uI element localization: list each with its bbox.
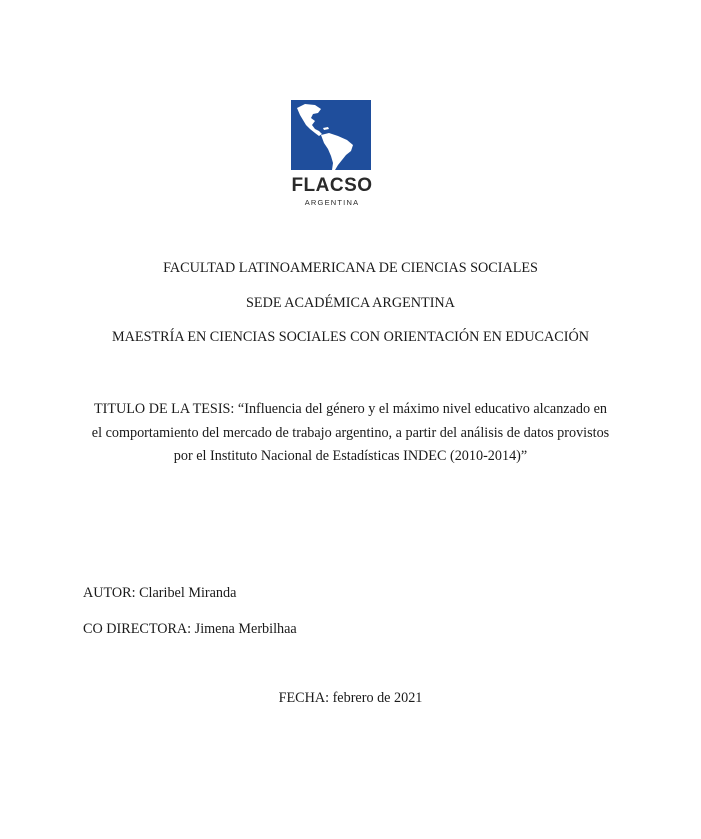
program-heading: MAESTRÍA EN CIENCIAS SOCIALES CON ORIENTACIÓN EN EDUCACIÓN <box>112 329 589 345</box>
logo-wordmark: FLACSO <box>291 175 373 196</box>
seat-heading: SEDE ACADÉMICA ARGENTINA <box>246 295 455 311</box>
logo-country: ARGENTINA <box>304 198 360 207</box>
thesis-title <box>78 398 623 469</box>
thesis-title-line: TITULO DE LA TESIS: “Influencia del género y el máximo nivel educativo alcanzado en <box>93 401 608 417</box>
co-director-line: CO DIRECTORA: Jimena Merbilhaa <box>83 621 297 637</box>
thesis-title-line: por el Instituto Nacional de Estadísticas INDEC (2010-2014)” <box>173 448 528 464</box>
americas-map-icon <box>291 100 371 170</box>
faculty-heading: FACULTAD LATINOAMERICANA DE CIENCIAS SOCIALES <box>163 260 538 276</box>
author-line: AUTOR: Claribel Miranda <box>83 585 237 601</box>
thesis-title-line: el comportamiento del mercado de trabajo argentino, a partir del análisis de datos provistos <box>91 424 610 441</box>
flacso-logo <box>289 98 375 212</box>
date-line: FECHA: febrero de 2021 <box>278 690 423 706</box>
